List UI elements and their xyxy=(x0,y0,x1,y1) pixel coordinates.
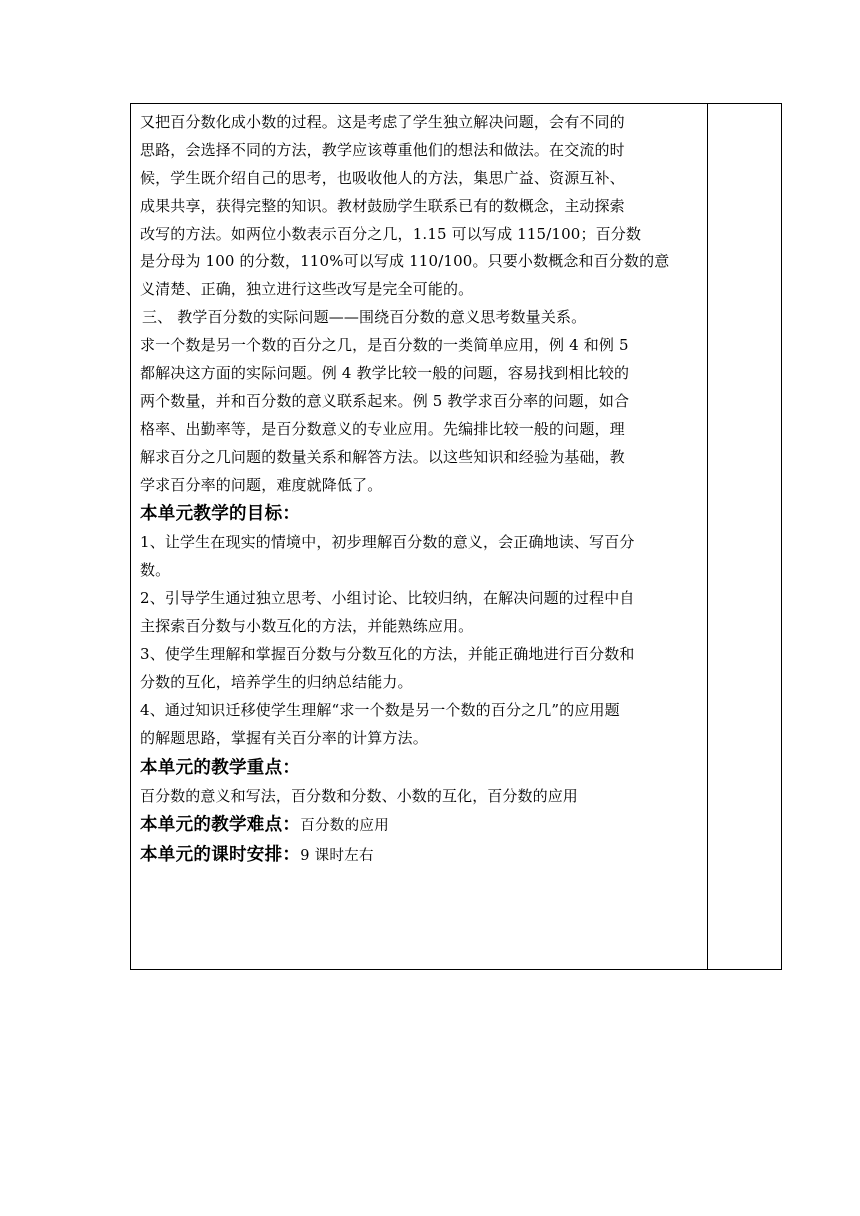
goal-line: 3、使学生理解和掌握百分数与分数互化的方法，并能正确地进行百分数和 xyxy=(140,645,635,664)
main-content-cell xyxy=(140,109,702,870)
text-line: 都解决这方面的实际问题。例 4 教学比较一般的问题，容易找到相比较的 xyxy=(140,364,630,383)
text-line: 是分母为 100 的分数，110%可以写成 110/100。只要小数概念和百分数的意 xyxy=(140,252,670,271)
section-three-heading: 三、 教学百分数的实际问题——围绕百分数的意义思考数量关系。 xyxy=(142,308,587,327)
goal-line: 分数的互化，培养学生的归纳总结能力。 xyxy=(140,672,413,691)
text-line: 学求百分率的问题，难度就降低了。 xyxy=(140,475,383,494)
goal-line: 1、让学生在现实的情境中，初步理解百分数的意义，会正确地读、写百分 xyxy=(140,533,635,552)
schedule-label: 本单元的课时安排： xyxy=(140,844,301,865)
goals-list xyxy=(140,529,702,752)
text-line: 义清楚、正确，独立进行这些改写是完全可能的。 xyxy=(140,280,474,299)
paragraph-percent-applications xyxy=(140,332,702,499)
schedule-value: 9 课时左右 xyxy=(300,847,374,864)
difficulty-label: 本单元的教学难点： xyxy=(140,814,301,835)
schedule-row xyxy=(140,840,702,870)
key-points-text: 百分数的意义和写法，百分数和分数、小数的互化，百分数的应用 xyxy=(140,786,578,805)
text-line: 改写的方法。如两位小数表示百分之几，1.15 可以写成 115/100；百分数 xyxy=(140,224,642,243)
table-column-divider xyxy=(707,104,708,969)
text-line: 两个数量，并和百分数的意义联系起来。例 5 教学求百分率的问题，如合 xyxy=(140,391,630,410)
goal-line: 数。 xyxy=(140,561,171,580)
goal-line: 2、引导学生通过独立思考、小组讨论、比较归纳，在解决问题的过程中自 xyxy=(140,589,635,608)
text-line: 又把百分数化成小数的过程。这是考虑了学生独立解决问题，会有不同的 xyxy=(140,113,625,131)
goals-heading: 本单元教学的目标： xyxy=(140,504,301,525)
key-points-heading: 本单元的教学重点： xyxy=(140,757,301,778)
difficulty-value: 百分数的应用 xyxy=(300,817,390,834)
text-line: 求一个数是另一个数的百分之几，是百分数的一类简单应用，例 4 和例 5 xyxy=(140,336,629,355)
text-line: 思路，会选择不同的方法，教学应该尊重他们的想法和做法。在交流的时 xyxy=(140,140,625,159)
text-line: 候，学生既介绍自己的思考，也吸收他人的方法，集思广益、资源互补、 xyxy=(140,168,625,187)
lesson-plan-table xyxy=(130,103,782,970)
difficulty-row xyxy=(140,810,702,840)
paragraph-percent-decimal-conversion xyxy=(140,109,702,304)
text-line: 解求百分之几问题的数量关系和解答方法。以这些知识和经验为基础，教 xyxy=(140,447,625,466)
text-line: 成果共享，获得完整的知识。教材鼓励学生联系已有的数概念，主动探索 xyxy=(140,196,625,215)
goal-line: 主探索百分数与小数互化的方法，并能熟练应用。 xyxy=(140,617,474,636)
goal-line: 的解题思路，掌握有关百分率的计算方法。 xyxy=(140,728,428,747)
text-line: 格率、出勤率等，是百分数意义的专业应用。先编排比较一般的问题，理 xyxy=(140,419,625,438)
goal-line: 4、通过知识迁移使学生理解“求一个数是另一个数的百分之几”的应用题 xyxy=(140,700,620,719)
